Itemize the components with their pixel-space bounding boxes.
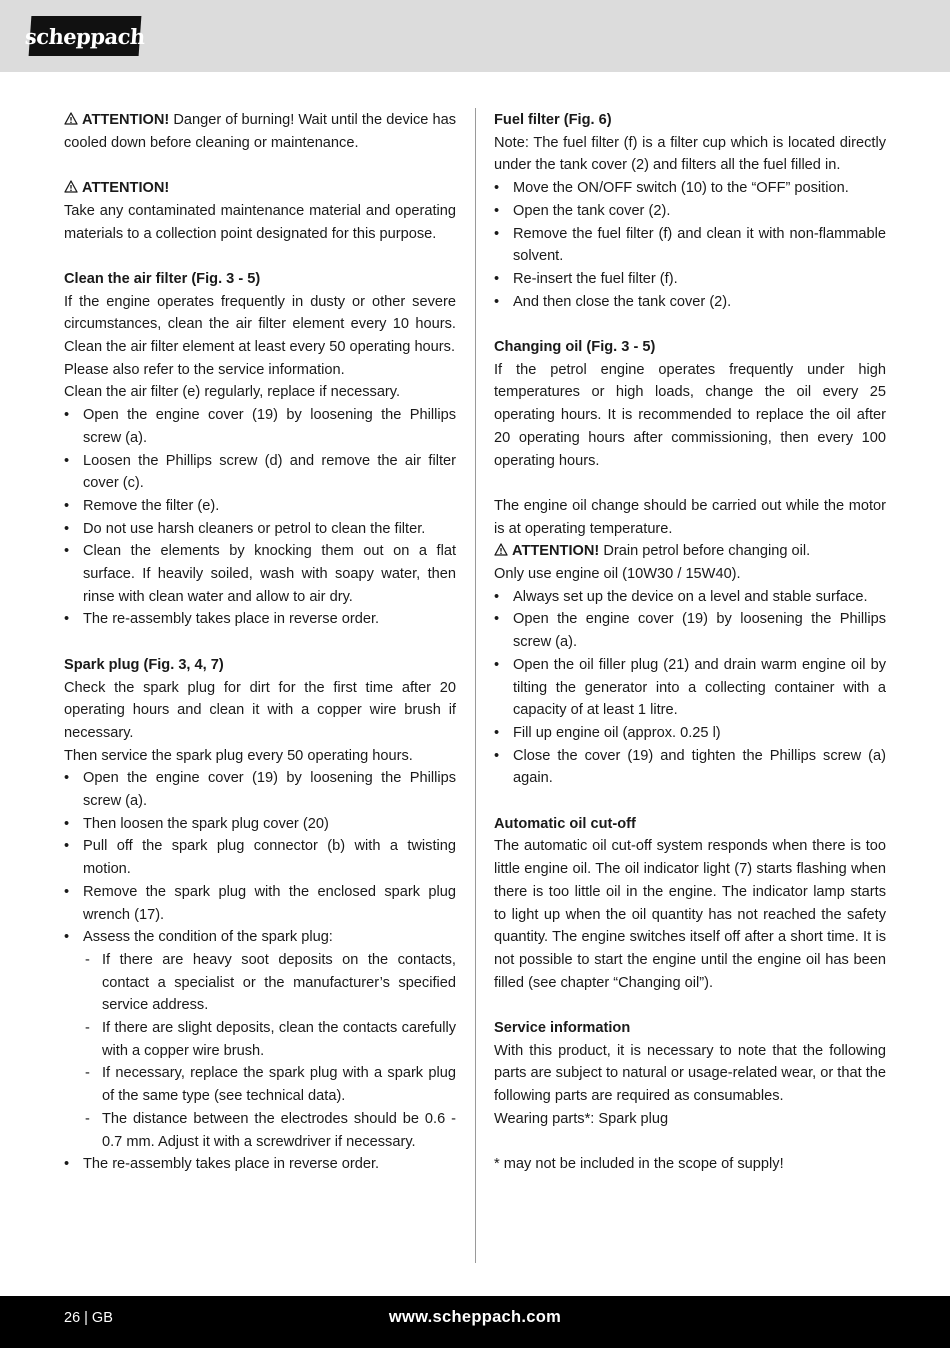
list-item: • Do not use harsh cleaners or petrol to clean the filter. [64,518,456,541]
wearing-parts-line: Wearing parts*: Spark plug [494,1110,669,1127]
website-url: www.scheppach.com [388,1308,562,1326]
sub-list-item: - If necessary, replace the spark plug with a spark plug of the same type (see technical data). [83,1062,456,1107]
warning-triangle-icon [64,180,78,193]
oil-cutoff-heading: Automatic oil cut-off [494,815,636,832]
spark-plug-condition-sublist [83,949,456,1153]
list-item: • Open the oil filler plug (21) and drain warm engine oil by tilting the generator into a collecting container with a capacity of at least 1 litre. [494,654,886,722]
changing-oil-paragraph-2: The engine oil change should be carried out while the motor is at operating temperature. [494,497,886,537]
sub-list-item: - If there are slight deposits, clean the contacts carefully with a copper wire brush. [83,1017,456,1062]
list-item: • The re-assembly takes place in reverse order. [64,1153,456,1176]
changing-oil-attention [494,540,886,563]
spark-plug-heading: Spark plug (Fig. 3, 4, 7) [64,656,224,673]
list-item: • Fill up engine oil (approx. 0.25 l) [494,722,886,745]
fuel-filter-note: Note: The fuel filter (f) is a filter cup which is located directly under the tank cover (2) and filters all the fuel filled in. [494,134,886,174]
top-header-bar [0,0,950,72]
list-item: • Re-insert the fuel filter (f). [494,268,886,291]
attention-disposal-text: Take any contaminated maintenance material and operating materials to a collection point designated for this purpose. [64,202,456,242]
attention-label: ATTENTION! [82,112,170,128]
changing-oil-steps [494,586,886,790]
service-info-paragraph: With this product, it is necessary to note that the following parts are subject to natural or usage-related wear, or that the following parts are required as consumables. [494,1042,886,1105]
service-info-heading: Service information [494,1020,631,1037]
list-item: • Then loosen the spark plug cover (20) [64,813,456,836]
spark-plug-steps [64,767,456,1176]
list-item [64,926,456,1153]
logo-text: scheppach [24,23,146,49]
page-number: 26 [64,1310,81,1326]
brand-logo [24,16,146,56]
fuel-filter-steps [494,177,886,313]
air-filter-paragraph-1: If the engine operates frequently in dusty or other severe circumstances, clean the air filter element every 10 hours. Clean the air filter element at least every 50 operating hours. [64,293,456,355]
spark-plug-paragraph-1: Check the spark plug for dirt for the first time after 20 operating hours and clean it with a copper wire brush if necessary. [64,679,456,741]
list-item: • Open the engine cover (19) by loosening the Phillips screw (a). [64,404,456,449]
oil-cutoff-paragraph: The automatic oil cut-off system responds when there is too little engine oil. The oil indicator light (7) starts flashing when there is too little oil in the engine. The indicator lamp starts to light up when the oil quantity has not reached the safety quantity. The engine switches itself off after a short time. It is not possible to start the engine until the engine oil has been filled (see chapter “Changing oil”). [494,838,886,991]
list-item: • The re-assembly takes place in reverse order. [64,608,456,631]
attention-text: Danger of burning! Wait until the device has cooled down before cleaning or maintenance. [64,112,456,151]
sub-list-item: - The distance between the electrodes should be 0.6 - 0.7 mm. Adjust it with a screwdriver if necessary. [83,1108,456,1153]
list-item: • Open the engine cover (19) by loosening the Phillips screw (a). [64,767,456,812]
air-filter-heading: Clean the air filter (Fig. 3 - 5) [64,270,261,287]
attention-label: ATTENTION! [512,543,600,560]
air-filter-paragraph-3: Clean the air filter (e) regularly, replace if necessary. [64,384,401,401]
list-item: • Remove the spark plug with the enclosed spark plug wrench (17). [64,881,456,926]
changing-oil-paragraph-3: Only use engine oil (10W30 / 15W40). [494,566,741,583]
supply-footnote: * may not be included in the scope of supply! [494,1156,784,1173]
attention-burning-note [64,109,456,154]
list-item: • Open the tank cover (2). [494,200,886,223]
page-footer [0,1296,950,1348]
changing-oil-heading: Changing oil (Fig. 3 - 5) [494,339,656,356]
list-item: • Remove the fuel filter (f) and clean it with non-flammable solvent. [494,223,886,268]
fuel-filter-heading: Fuel filter (Fig. 6) [494,112,612,128]
changing-oil-paragraph-1: If the petrol engine operates frequently under high temperatures or high loads, change the oil every 25 operating hours. It is recommended to replace the oil after 20 operating hours after commissioning, then every 100 operating hours. [494,361,886,469]
language-code: GB [91,1310,113,1326]
attention-label: ATTENTION! [82,180,170,197]
sub-list-item: - If there are heavy soot deposits on the contacts, contact a specialist or the manufacturer’s specified service address. [83,949,456,1017]
left-column [64,109,456,1176]
list-item: • Move the ON/OFF switch (10) to the “OFF” position. [494,177,886,200]
list-item: • And then close the tank cover (2). [494,291,886,314]
page-separator: | [84,1310,88,1326]
warning-triangle-icon [64,112,78,125]
warning-triangle-icon [494,543,508,556]
list-item: • Always set up the device on a level and stable surface. [494,586,886,609]
right-column [494,109,886,1176]
air-filter-steps [64,404,456,631]
column-divider [475,108,476,1263]
list-item: • Loosen the Phillips screw (d) and remove the air filter cover (c). [64,450,456,495]
air-filter-paragraph-2: Please also refer to the service information. [64,361,345,378]
list-item: • Clean the elements by knocking them out on a flat surface. If heavily soiled, wash with soapy water, then rinse with clean water and allow to air dry. [64,540,456,608]
attention-heading [64,177,456,200]
spark-plug-paragraph-2: Then service the spark plug every 50 operating hours. [64,747,413,764]
list-item: • Open the engine cover (19) by loosening the Phillips screw (a). [494,608,886,653]
list-item: • Close the cover (19) and tighten the Phillips screw (a) again. [494,745,886,790]
list-item: • Pull off the spark plug connector (b) with a twisting motion. [64,835,456,880]
list-item-text: Assess the condition of the spark plug: [83,929,333,946]
list-item: • Remove the filter (e). [64,495,456,518]
attention-text: Drain petrol before changing oil. [599,543,811,560]
